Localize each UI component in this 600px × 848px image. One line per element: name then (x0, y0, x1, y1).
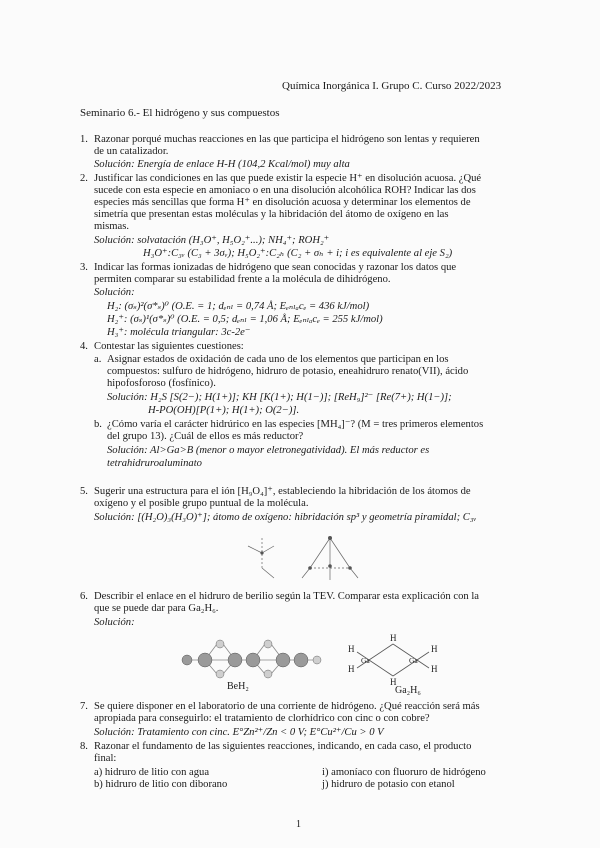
course-header: Química Inorgánica I. Grupo C. Curso 2022/2023 (282, 80, 502, 92)
q4a-line2: compuestos: sulfuro de hidrógeno, hidruro de potasio, eneahidruro renato(VII), ácido (107, 366, 469, 377)
q5-solution: Solución: [(H₂O)₃(H₃O)⁺]; átomo de oxígeno: hibridación sp³ y geometría piramidal; C₃ᵥ (94, 512, 477, 523)
q4-number: 4. (80, 341, 88, 352)
q2-solution1: Solución: solvatación (H₃O⁺, H₅O₂⁺...); NH₄⁺; ROH₂⁺ (94, 235, 330, 246)
q4a-line1: Asignar estados de oxidación de cada uno de los elementos que participan en los (107, 354, 449, 365)
q3-solution-label: Solución: (94, 287, 135, 298)
ga2h6-h-left2: H (348, 664, 355, 674)
q4b-solution2: tetrahidruroaluminato (107, 458, 202, 469)
q3-line2: permiten comparar su estabilidad frente a la molécula de dihidrógeno. (94, 274, 391, 285)
q4b-solution1: Solución: Al>Ga>B (menor o mayor eletronegatividad). El más reductor es (107, 445, 430, 456)
q4b-line1: ¿Cómo varía el carácter hidrúrico en las especies [MH₄]⁻? (M = tres primeros elementos (107, 419, 484, 430)
q2-solution2: H₃O⁺:C₃ᵥ (C₃ + 3σᵥ); H₅O₂⁺:C₂ₕ (C₂ + σₕ + i; i es equivalente al eje S₂) (143, 248, 453, 259)
q2-line1: Justificar las condiciones en las que puede existir la especie H⁺ en disolución acuosa. ¿Qué (94, 173, 482, 184)
q8-item-b: b) hidruro de litio con diborano (94, 779, 228, 790)
q7-number: 7. (80, 701, 88, 712)
q4b-label: b. (94, 419, 102, 430)
q6-number: 6. (80, 591, 88, 602)
q6-solution-label: Solución: (94, 617, 135, 628)
q6-line1: Describir el enlace en el hidruro de berilio según la TEV. Comparar esta explicación con la (94, 591, 479, 602)
q7-line1: Se quiere disponer en el laboratorio de una corriente de hidrógeno. ¿Qué reacción será más (94, 701, 480, 712)
q8-item-j: j) hidruro de potasio con etanol (322, 779, 455, 790)
seminar-title: Seminario 6.- El hidrógeno y sus compuestos (80, 107, 280, 119)
q2-line2: sucede con esta especie en amoniaco o en una disolución alcohólica ROH? Indicar las dos (94, 185, 476, 196)
q8-line1: Razonar el fundamento de las siguientes reacciones, indicando, en cada caso, el producto (94, 741, 472, 752)
q8-number: 8. (80, 741, 88, 752)
q4-intro: Contestar las siguientes cuestiones: (94, 341, 244, 352)
ga2h6-h-top: H (390, 633, 397, 643)
q1-line2: de un catalizador. (94, 146, 169, 157)
ga2h6-h-right2: H (431, 664, 438, 674)
q4a-solution2: H-PO(OH)[P(1+); H(1+); O(2−)]. (148, 405, 300, 416)
ga2h6-structure-figure (345, 632, 440, 687)
ga2h6-ga-left: Ga (361, 656, 370, 665)
q2-line3: especies más sencillas que forma H⁺ en disolución acuosa y determinar los elementos de (94, 197, 471, 208)
q2-number: 2. (80, 173, 88, 184)
q3-sol-h3plus: H₃⁺: molécula triangular: 3c-2e⁻ (107, 327, 251, 338)
ga2h6-ga-right: Ga (409, 656, 418, 665)
beh2-caption: BeH₂ (227, 681, 249, 692)
ga2h6-h-right1: H (431, 644, 438, 654)
q5-number: 5. (80, 486, 88, 497)
h9o4-structure-figure (240, 528, 390, 588)
q5-line2: oxígeno y el posible grupo puntual de la molécula. (94, 498, 309, 509)
q3-sol-h2plus: H₂⁺: (σₛ)¹(σ*ₛ)⁰ (O.E. = 0,5; dₑₙₗ = 1,06 Å; Eₑₙₗₐcₑ = 255 kJ/mol) (107, 314, 383, 325)
q6-line2: que se puede dar para Ga₂H₆. (94, 603, 219, 614)
q3-line1: Indicar las formas ionizadas de hidrógeno que sean conocidas y razonar los datos que (94, 262, 457, 273)
q2-line4: simetría que presentan estas moléculas y la hibridación del átomo de oxígeno en las (94, 209, 449, 220)
q8-line2: final: (94, 753, 117, 764)
q5-line1: Sugerir una estructura para el ión [H₉O₄]⁺, estableciendo la hibridación de los átomos de (94, 486, 471, 497)
q4a-solution1: Solución: H₂S [S(2−); H(1+)]; KH [K(1+); H(1−)]; [ReH₉]²⁻ [Re(7+); H(1−)]; (107, 392, 452, 403)
q7-solution: Solución: Tratamiento con cinc. E°Zn²⁺/Zn < 0 V; E°Cu²⁺/Cu > 0 V (94, 727, 384, 738)
q4a-label: a. (94, 354, 102, 365)
page-number: 1 (296, 819, 301, 830)
q1-line1: Razonar porqué muchas reacciones en las que participa el hidrógeno son lentas y requieren (94, 134, 480, 145)
ga2h6-h-left1: H (348, 644, 355, 654)
q4a-line3: hipofosforoso (fosfínico). (107, 378, 216, 389)
beh2-chain-figure (175, 632, 325, 682)
q3-sol-h2: H₂: (σₛ)²(σ*ₛ)⁰ (O.E. = 1; dₑₙₗ = 0,74 Å; Eₑₙₗₐcₑ = 436 kJ/mol) (107, 301, 370, 312)
q8-item-i: i) amoníaco con fluoruro de hidrógeno (322, 767, 486, 778)
q3-number: 3. (80, 262, 88, 273)
q7-line2: apropiada para conseguirlo: el tratamiento de clorhídrico con cinc o con cobre? (94, 713, 430, 724)
q1-solution: Solución: Energía de enlace H-H (104,2 Kcal/mol) muy alta (94, 159, 350, 170)
q8-item-a: a) hidruro de litio con agua (94, 767, 210, 778)
ga2h6-h-bottom: H (390, 677, 397, 687)
q2-line5: mismas. (94, 221, 130, 232)
q4b-line2: del grupo 13). ¿Cuál de ellos es más reductor? (107, 431, 304, 442)
ga2h6-caption: Ga₂H₆ (395, 685, 421, 696)
q1-number: 1. (80, 134, 88, 145)
